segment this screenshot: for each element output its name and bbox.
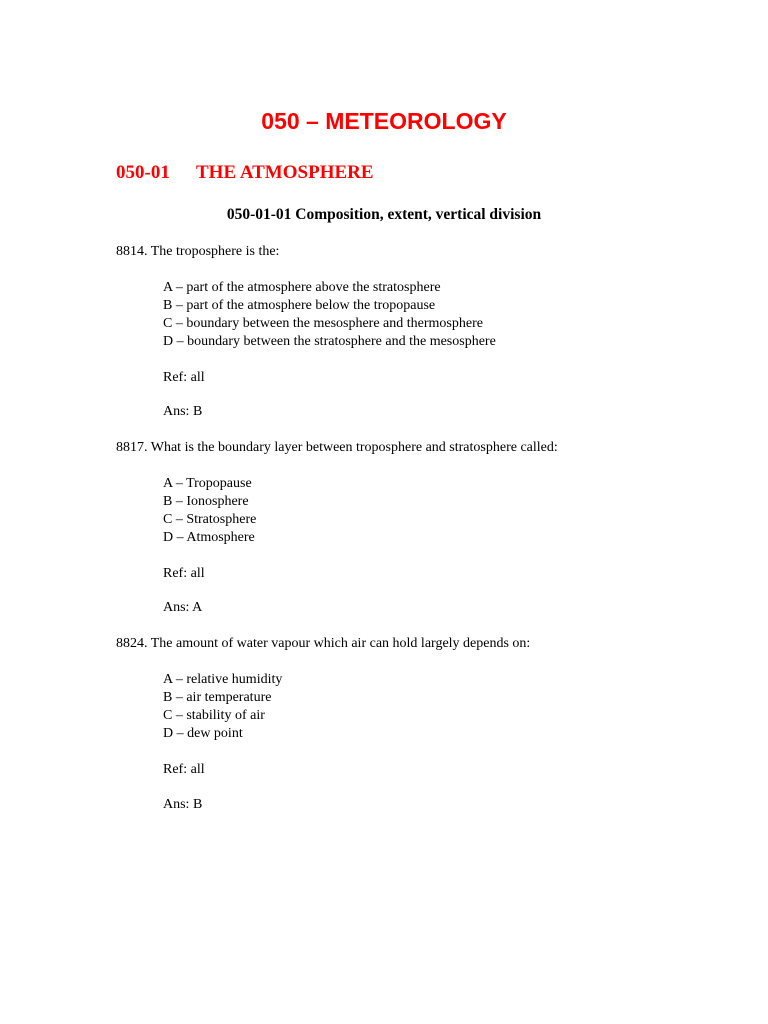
option-c: C – boundary between the mesosphere and thermosphere: [163, 316, 483, 331]
question-ref: Ref: all: [163, 370, 205, 385]
section-title: THE ATMOSPHERE: [196, 162, 374, 183]
question-8814: 8814. The troposphere is the:: [116, 244, 280, 259]
option-a: A – Tropopause: [163, 476, 252, 491]
option-c: C – Stratosphere: [163, 512, 257, 527]
section-code: 050-01: [116, 162, 170, 183]
option-d: D – Atmosphere: [163, 530, 255, 545]
option-b: B – Ionosphere: [163, 494, 249, 509]
question-answer: Ans: B: [163, 797, 203, 812]
question-answer: Ans: A: [163, 600, 203, 615]
section-heading: [116, 161, 374, 185]
option-a: A – relative humidity: [163, 672, 283, 687]
question-ref: Ref: all: [163, 566, 205, 581]
question-ref: Ref: all: [163, 762, 205, 777]
question-8817: 8817. What is the boundary layer between troposphere and stratosphere called:: [116, 440, 558, 455]
subsection-heading: 050-01-01 Composition, extent, vertical division: [226, 206, 542, 223]
option-d: D – dew point: [163, 726, 243, 741]
option-d: D – boundary between the stratosphere and the mesosphere: [163, 334, 496, 349]
option-b: B – air temperature: [163, 690, 272, 705]
option-c: C – stability of air: [163, 708, 265, 723]
option-b: B – part of the atmosphere below the tropopause: [163, 298, 436, 313]
question-8824: 8824. The amount of water vapour which air can hold largely depends on:: [116, 636, 531, 651]
page-title: 050 – METEOROLOGY: [261, 108, 507, 134]
question-answer: Ans: B: [163, 404, 203, 419]
option-a: A – part of the atmosphere above the stratosphere: [163, 280, 441, 295]
